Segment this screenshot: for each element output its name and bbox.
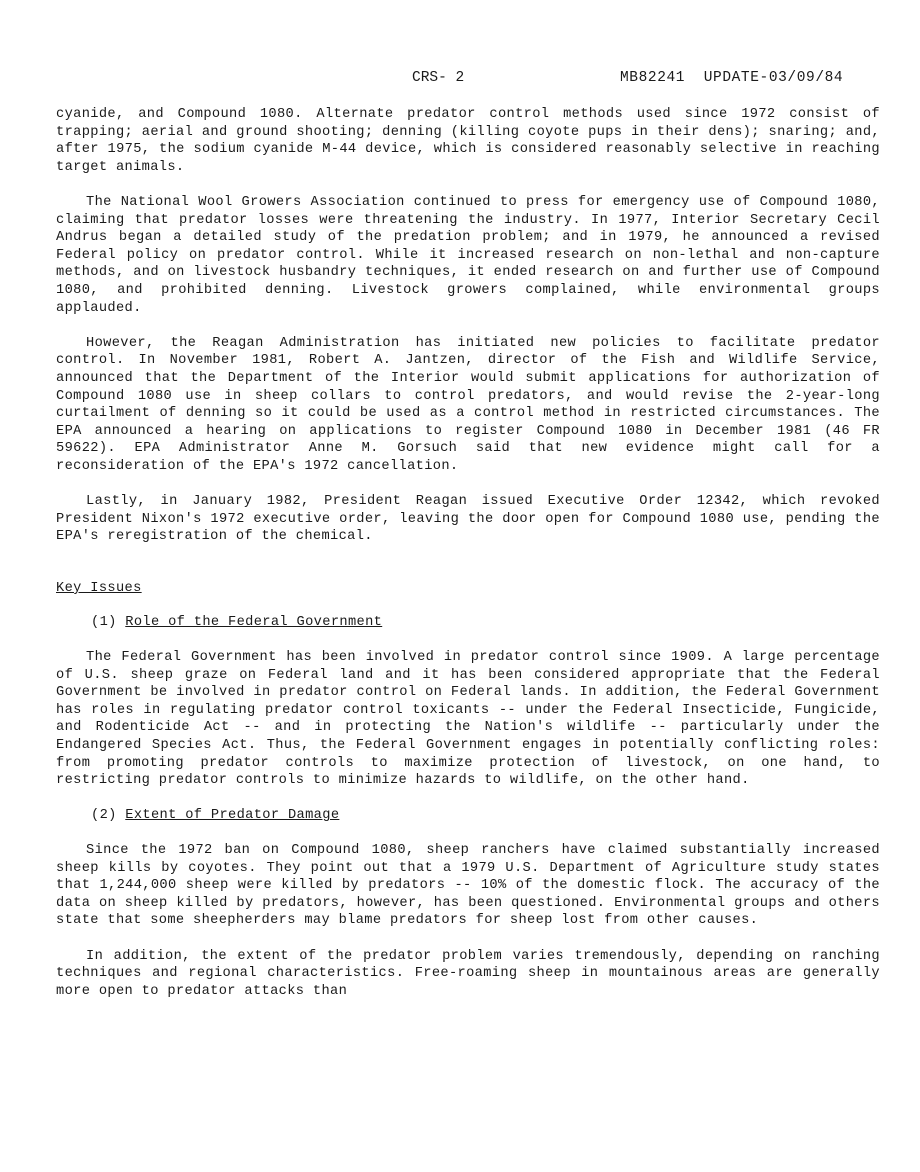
subsection-title: Extent of Predator Damage: [125, 808, 340, 824]
key-issues-heading: Key Issues: [56, 580, 142, 596]
subsection-number: (2): [91, 808, 117, 824]
paragraph-federal-role: The Federal Government has been involved in predator control since 1909. A large percentage of U.S. sheep graze on Federal land and it has been considered appropriate that the Federal Government be involved in predator control on Federal lands. In addition, the Federal Government has roles in regulating predator control toxicants -- under the Federal Insecticide, Fungicide, and Rodenticide Act -- and in protecting the Nation's wildlife -- particularly under the Endangered Species Act. Thus, the Federal Government engages in potentially conflicting roles: from promoting predator controls to maximize protection of livestock, on one hand, to restricting predator controls to minimize hazards to wildlife, on the other hand.: [56, 650, 880, 789]
subsection-heading-1: [91, 614, 880, 632]
document-id: MB82241 UPDATE-03/09/84: [620, 70, 844, 86]
paragraph-executive-order: Lastly, in January 1982, President Reagan issued Executive Order 12342, which revoked President Nixon's 1972 executive order, leaving the door open for Compound 1080 use, pending the EPA's reregistration of the chemical.: [56, 494, 880, 545]
paragraph-predator-damage: Since the 1972 ban on Compound 1080, sheep ranchers have claimed substantially increased sheep kills by coyotes. They point out that a 1979 U.S. Department of Agriculture study states that 1,244,000 sheep were killed by predators -- 10% of the domestic flock. The accuracy of the data on sheep killed by predators, however, has been questioned. Environmental groups and others state that some sheepherders may blame predators for sheep lost from other causes.: [56, 842, 880, 929]
paragraph-continuation: cyanide, and Compound 1080. Alternate predator control methods used since 1972 consist of trapping; aerial and ground shooting; denning (killing coyote pups in their dens); snaring; and, after 1975, the sodium cyanide M-44 device, which is considered reasonably selective in reaching target animals.: [56, 107, 880, 175]
subsection-number: (1): [91, 615, 117, 631]
page-header: [0, 70, 920, 90]
paragraph-wool-growers: The National Wool Growers Association continued to press for emergency use of Compound 1080, claiming that predator losses were threatening the industry. In 1977, Interior Secretary Cecil Andrus began a detailed study of the predation problem; and in 1979, he announced a revised Federal policy on predator control. While it increased research on non-lethal and non-capture methods, and on livestock husbandry techniques, it ended research on and further use of Compound 1080, and prohibited denning. Livestock growers complained, while environmental groups applauded.: [56, 194, 880, 316]
page-label: CRS- 2: [412, 70, 465, 86]
paragraph-ranching-techniques: In addition, the extent of the predator problem varies tremendously, depending on ranching techniques and regional characteristics. Free-roaming sheep in mountainous areas are generally more open to predator attacks than: [56, 948, 880, 999]
paragraph-reagan-administration: However, the Reagan Administration has initiated new policies to facilitate predator control. In November 1981, Robert A. Jantzen, director of the Fish and Wildlife Service, announced that the Department of the Interior would submit applications for authorization of Compound 1080 use in sheep collars to control predators, and would revise the 2-year-long curtailment of denning so it could be used as a control method in restricted circumstances. The EPA announced a hearing on applications to register Compound 1080 in December 1981 (46 FR 59622). EPA Administrator Anne M. Gorsuch said that new evidence might call for a reconsideration of the EPA's 1972 cancellation.: [56, 335, 880, 474]
document-body: [56, 106, 880, 1018]
subsection-heading-2: [91, 807, 880, 825]
subsection-title: Role of the Federal Government: [125, 615, 383, 631]
